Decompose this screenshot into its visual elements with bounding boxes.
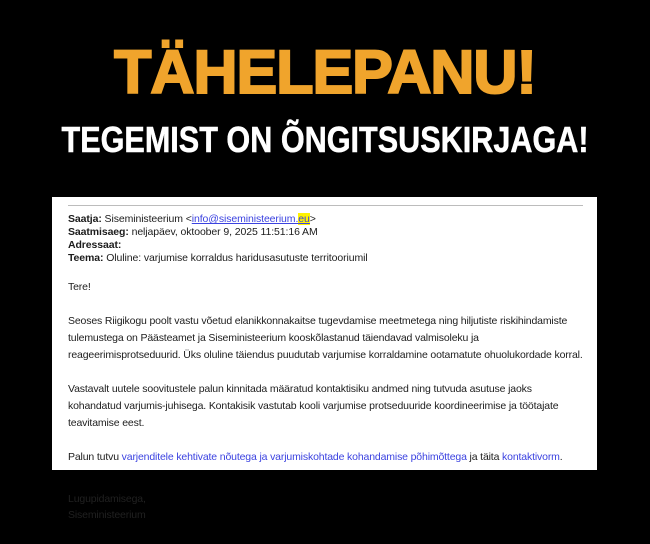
- signature-block: [68, 491, 583, 523]
- sent-value: neljapäev, oktoober 9, 2025 11:51:16 AM: [128, 226, 318, 238]
- paragraph-2: Vastavalt uutele soovitustele palun kinnitada määratud kontaktisiku andmed ning tutvuda asutuse jaoks kohandatud varjumis-juhisega. Kontakisik vastutab kooli varjumise protseduuride koordineerimise ja töötajate teavitamise eest.: [68, 383, 559, 429]
- cta-prefix: Palun tutvu: [68, 451, 122, 463]
- contact-form-link[interactable]: kontaktivorm: [502, 451, 560, 463]
- banner-title: TÄHELEPANU!: [114, 38, 536, 106]
- subject-label: Teema:: [68, 252, 104, 264]
- from-name: Siseministeerium: [101, 213, 186, 225]
- paragraph-1: Seoses Riigikogu poolt vastu võetud elanikkonnakaitse tugevdamise meetmetega ning hiljutiste riskihindamiste tulemustega on Päästeamet ja Siseministeerium kooskõlastanud täiendavad valmisoleku ja reageerimisprotseduurid. Üks oluline täiendus puudutab varjumise korraldamine ootamatute ohuolukordade korral.: [68, 315, 583, 361]
- email-header-to: [68, 239, 583, 252]
- greeting: Tere!: [68, 281, 91, 293]
- banner-subtitle: [0, 119, 650, 160]
- cta-middle: ja täita: [466, 451, 503, 463]
- closing-line: Lugupidamisega,: [68, 493, 146, 505]
- angle-open: <: [185, 213, 192, 225]
- email-header-sent: [68, 226, 583, 239]
- header-divider: [68, 205, 583, 206]
- angle-close: >: [309, 213, 316, 225]
- banner-subtitle-text: TEGEMIST ON ÕNGITSUSKIRJAGA!: [61, 119, 589, 160]
- sender-email-tld-highlight: eu: [298, 213, 310, 225]
- email-body: [68, 279, 583, 523]
- sender-email-link[interactable]: [192, 213, 310, 225]
- to-label: Adressaat:: [68, 239, 122, 251]
- from-label: Saatja:: [68, 213, 102, 225]
- cta-line: [68, 449, 583, 466]
- sender-email-text: info@siseministeerium.: [191, 213, 299, 225]
- cta-suffix: .: [559, 451, 563, 463]
- signature-line: Siseministeerium: [68, 509, 146, 521]
- subject-value: Oluline: varjumise korraldus haridusasutuste territooriumil: [103, 252, 368, 264]
- sent-label: Saatmisaeg:: [68, 226, 129, 238]
- shelter-requirements-link[interactable]: varjenditele kehtivate nõutega ja varjumiskohtade kohandamise põhimõttega: [121, 451, 467, 463]
- email-screenshot: [52, 197, 597, 521]
- email-header-from: [68, 213, 583, 226]
- email-header-subject: [68, 252, 583, 265]
